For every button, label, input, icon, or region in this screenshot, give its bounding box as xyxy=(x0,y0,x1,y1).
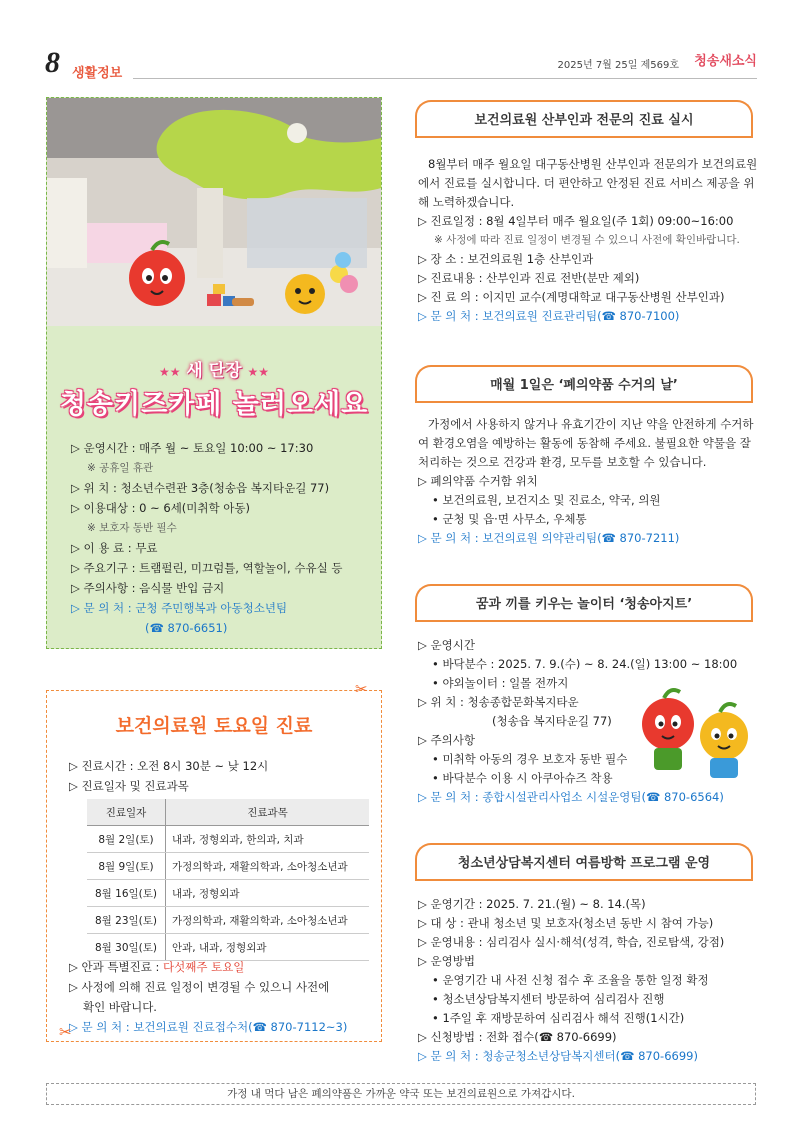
mascot-characters-image xyxy=(634,684,760,790)
star-icon: ★★ xyxy=(158,365,181,379)
medicine-details xyxy=(418,472,758,548)
info-line: • 1주일 후 재방문하여 심리검사 해석 진행(1시간) xyxy=(432,1011,685,1025)
issue-info: 2025년 7월 25일 제569호 xyxy=(557,60,679,71)
special-clinic-value: 다섯째주 토요일 xyxy=(163,960,245,974)
medicine-body xyxy=(418,415,758,548)
section-title: 생활정보 xyxy=(72,66,123,81)
info-line: ※ 보호자 동반 필수 xyxy=(87,522,177,534)
schedule-subjects: 가정의학과, 재활의학과, 소아청소년과 xyxy=(166,907,370,934)
info-line: ※ 공휴일 휴관 xyxy=(87,462,154,474)
special-clinic: ▷ 안과 특별진료 : 다섯째주 토요일 xyxy=(69,960,245,974)
info-line: • 미취학 아동의 경우 보호자 동반 필수 xyxy=(432,752,628,766)
info-line: ▷ 문 의 처 : 보건의료원 의약관리팀(☎ 870-7211) xyxy=(418,531,680,545)
clinic-contact: ▷ 문 의 처 : 보건의료원 진료접수처(☎ 870-7112~3) xyxy=(69,1020,348,1034)
info-line: ▷ 이용대상 : 0 ~ 6세(미취학 아동) xyxy=(71,501,250,515)
table-row xyxy=(87,880,369,907)
obgyn-paragraph: 8월부터 매주 월요일 대구동산병원 산부인과 전문의가 보건의료원에서 진료를 실시합니다. 더 편안하고 안정된 진료 서비스 제공을 위해 노력하겠습니다. xyxy=(418,157,758,209)
info-line: ▷ 문 의 처 : 군청 주민행복과 아동청소년팀 xyxy=(71,601,288,615)
schedule-subjects: 내과, 정형외과 xyxy=(166,880,370,907)
info-line: (청송읍 복지타운길 77) xyxy=(492,714,612,728)
info-line: ▷ 운영기간 : 2025. 7. 21.(월) ~ 8. 14.(목) xyxy=(418,897,646,911)
page-header xyxy=(45,46,757,81)
info-line: • 청소년상담복지센터 방문하여 심리검사 진행 xyxy=(432,992,665,1006)
ribbon-text: 새 단장 xyxy=(186,361,242,381)
obgyn-title: 보건의료원 산부인과 전문의 진료 실시 xyxy=(415,100,753,138)
schedule-subjects: 안과, 내과, 정형외과 xyxy=(166,934,370,961)
info-line: ▷ 대 상 : 관내 청소년 및 보호자(청소년 동반 시 참여 가능) xyxy=(418,916,714,930)
info-line: • 바닥분수 : 2025. 7. 9.(수) ~ 8. 24.(일) 13:00 ~ 18:00 xyxy=(432,657,738,671)
schedule-date: 8월 9일(토) xyxy=(87,853,166,880)
schedule-date: 8월 23일(토) xyxy=(87,907,166,934)
info-line: ▷ 문 의 처 : 종합시설관리사업소 시설운영팀(☎ 870-6564) xyxy=(418,790,724,804)
info-line: ▷ 운영방법 xyxy=(418,954,475,968)
obgyn-body xyxy=(418,155,758,326)
agit-title: 꿈과 끼를 키우는 놀이터 ‘청송아지트’ xyxy=(415,584,753,622)
info-line: (☎ 870-6651) xyxy=(145,621,228,635)
info-line: • 바닥분수 이용 시 아쿠아슈즈 착용 xyxy=(432,771,613,785)
star-icon: ★★ xyxy=(247,365,270,379)
col-header-date: 진료일자 xyxy=(87,799,166,826)
info-line: ▷ 신청방법 : 전화 접수(☎ 870-6699) xyxy=(418,1030,617,1044)
info-line: ▷ 진료일정 : 8월 4일부터 매주 월요일(주 1회) 09:00~16:00 xyxy=(418,214,734,228)
info-line: ▷ 문 의 처 : 청송군청소년상담복지센터(☎ 870-6699) xyxy=(418,1049,698,1063)
info-line: • 보건의료원, 보건지소 및 진료소, 약국, 의원 xyxy=(432,493,661,507)
info-line: ▷ 위 치 : 청송종합문화복지타운 xyxy=(418,695,579,709)
clinic-hours: ▷ 진료시간 : 오전 8시 30분 ~ 낮 12시 xyxy=(69,759,269,773)
table-row xyxy=(87,826,369,853)
saturday-clinic-title: 보건의료원 토요일 진료 xyxy=(115,715,313,737)
kids-cafe-photo xyxy=(47,98,381,326)
info-line: ▷ 이 용 료 : 무료 xyxy=(71,541,158,555)
schedule-note-cont: 확인 바랍니다. xyxy=(83,1000,157,1014)
info-line: ▷ 주요기구 : 트램펄린, 미끄럼틀, 역할놀이, 수유실 등 xyxy=(71,561,343,575)
schedule-note: ▷ 사정에 의해 진료 일정이 변경될 수 있으니 사전에 xyxy=(69,980,330,994)
youth-title: 청소년상담복지센터 여름방학 프로그램 운영 xyxy=(415,843,753,881)
medicine-title: 매월 1일은 ‘폐의약품 수거의 날’ xyxy=(415,365,753,403)
saturday-clinic-info xyxy=(69,756,373,796)
table-row xyxy=(87,853,369,880)
scissors-icon: ✂ xyxy=(59,1023,72,1041)
info-line: ▷ 운영시간 xyxy=(418,638,475,652)
info-line: ▷ 위 치 : 청소년수련관 3층(청송읍 복지타운길 77) xyxy=(71,481,330,495)
scissors-icon: ✂ xyxy=(355,680,368,698)
schedule-subjects: 가정의학과, 재활의학과, 소아청소년과 xyxy=(166,853,370,880)
page-number: 8 xyxy=(45,46,60,79)
info-line: ▷ 폐의약품 수거함 위치 xyxy=(418,474,538,488)
info-line: ▷ 진료내용 : 산부인과 진료 전반(분만 제외) xyxy=(418,271,640,285)
clinic-schedule-table xyxy=(87,799,369,961)
info-line: ▷ 장 소 : 보건의료원 1층 산부인과 xyxy=(418,252,594,266)
info-line: ▷ 문 의 처 : 보건의료원 진료관리팀(☎ 870-7100) xyxy=(418,309,680,323)
newsletter-logo: 청송새소식 xyxy=(694,54,757,69)
saturday-clinic-notes xyxy=(69,957,369,1037)
kids-cafe-info xyxy=(71,438,371,638)
footer-banner: 가정 내 먹다 남은 폐의약품은 가까운 약국 또는 보건의료원으로 가져갑시다. xyxy=(46,1083,756,1105)
info-line: ▷ 진 료 의 : 이지민 교수(계명대학교 대구동산병원 산부인과) xyxy=(418,290,725,304)
medicine-paragraph: 가정에서 사용하지 않거나 유효기간이 지난 약을 안전하게 수거하여 환경오염을 예방하는 활동에 동참해 주세요. 불필요한 약물을 잘 처리하는 것으로 건강과 환경, 모두를 보호할 수 있습니다. xyxy=(418,417,754,469)
info-line: ▷ 운영내용 : 심리검사 실시·해석(성격, 학습, 진로탐색, 강점) xyxy=(418,935,725,949)
schedule-date: 8월 30일(토) xyxy=(87,934,166,961)
info-line: • 군청 및 읍·면 사무소, 우체통 xyxy=(432,512,587,526)
info-line: ▷ 운영시간 : 매주 월 ~ 토요일 10:00 ~ 17:30 xyxy=(71,441,314,455)
schedule-subjects: 내과, 정형외과, 한의과, 치과 xyxy=(166,826,370,853)
header-rule xyxy=(133,78,757,79)
col-header-subjects: 진료과목 xyxy=(166,799,370,826)
kids-cafe-box xyxy=(46,97,382,649)
clinic-dates-label: ▷ 진료일자 및 진료과목 xyxy=(69,779,189,793)
schedule-date: 8월 16일(토) xyxy=(87,880,166,907)
saturday-clinic-box xyxy=(46,680,382,1042)
obgyn-details xyxy=(418,212,758,326)
info-line: ▷ 주의사항 xyxy=(418,733,475,747)
table-row xyxy=(87,907,369,934)
info-line: ※ 사정에 따라 진료 일정이 변경될 수 있으니 사전에 확인바랍니다. xyxy=(434,234,740,246)
info-line: • 운영기간 내 사전 신청 접수 후 조율을 통한 일정 확정 xyxy=(432,973,709,987)
info-line: • 야외놀이터 : 일몰 전까지 xyxy=(432,676,569,690)
schedule-date: 8월 2일(토) xyxy=(87,826,166,853)
youth-body xyxy=(418,895,758,1066)
info-line: ▷ 주의사항 : 음식물 반입 금지 xyxy=(71,581,225,595)
kids-cafe-ribbon xyxy=(47,356,381,381)
kids-cafe-title: 청송키즈카페 놀러오세요 xyxy=(59,389,369,420)
